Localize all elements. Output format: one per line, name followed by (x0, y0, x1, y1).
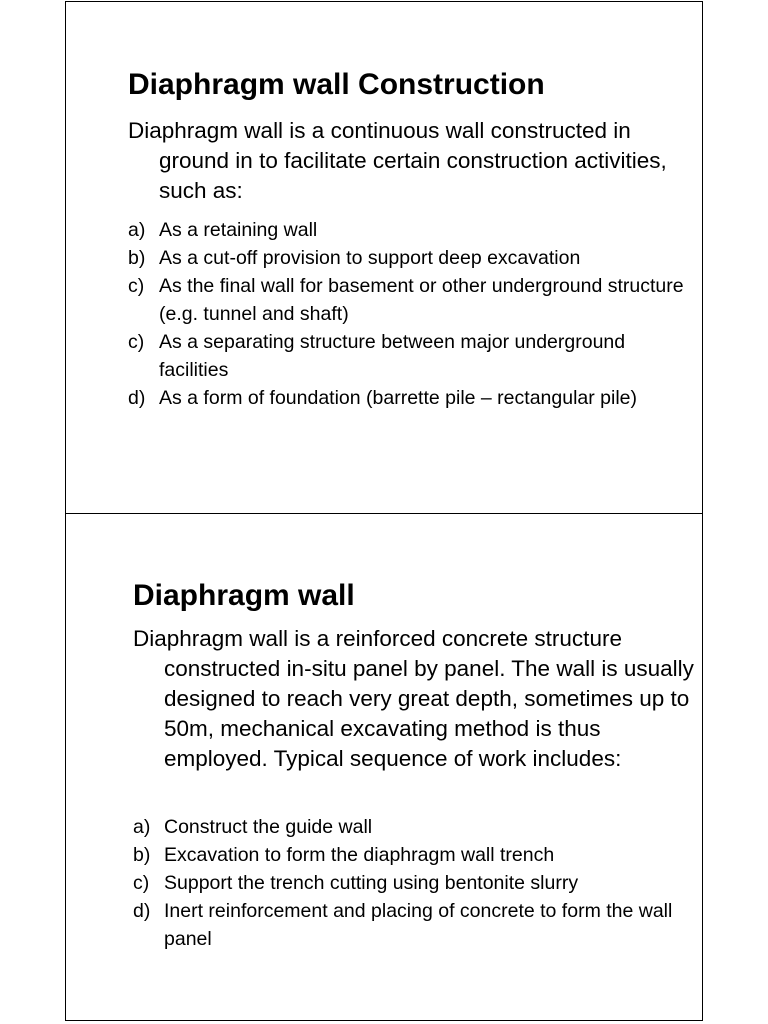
list-item-text: Support the trench cutting using bentonite slurry (164, 872, 579, 894)
list-item (128, 216, 688, 244)
slide-title: Diaphragm wall Construction (128, 68, 545, 101)
list-marker: b) (133, 844, 151, 866)
handout-page (65, 1, 703, 1021)
bullet-list (128, 216, 688, 412)
list-item (133, 869, 693, 897)
list-marker: d) (128, 387, 146, 409)
list-item-text: As a retaining wall (159, 219, 318, 241)
list-marker: a) (133, 816, 151, 838)
list-item-text: As a form of foundation (barrette pile – rectangular pile) (159, 387, 638, 409)
list-item (128, 328, 688, 384)
list-item-text: Construct the guide wall (164, 816, 373, 838)
list-marker: b) (128, 247, 146, 269)
list-item-text: Inert reinforcement and placing of concrete to form the wall panel (164, 900, 673, 950)
list-item-text: As the final wall for basement or other underground structure (e.g. tunnel and shaft) (159, 275, 684, 325)
bullet-list (133, 813, 693, 953)
slide-title: Diaphragm wall (133, 579, 355, 612)
list-item (128, 272, 688, 328)
list-item (128, 384, 688, 412)
slide-intro-text: Diaphragm wall is a continuous wall constructed in ground in to facilitate certain construction activities, such as: (128, 118, 667, 203)
list-marker: c) (128, 331, 145, 353)
list-item (133, 841, 693, 869)
slide-intro-text: Diaphragm wall is a reinforced concrete structure constructed in-situ panel by panel. The wall is usually designed to reach very great depth, sometimes up to 50m, mechanical excavating method is thus employed. Typical sequence of work includes: (133, 626, 694, 771)
list-item (133, 897, 693, 953)
list-marker: d) (133, 900, 151, 922)
list-marker: c) (133, 872, 150, 894)
slide-diaphragm-wall-construction (66, 2, 702, 513)
list-item (128, 244, 688, 272)
slide-diaphragm-wall (66, 513, 702, 1022)
list-item-text: Excavation to form the diaphragm wall trench (164, 844, 555, 866)
list-item-text: As a cut-off provision to support deep excavation (159, 247, 581, 269)
list-marker: a) (128, 219, 146, 241)
list-item (133, 813, 693, 841)
list-marker: c) (128, 275, 145, 297)
list-item-text: As a separating structure between major underground facilities (159, 331, 626, 381)
